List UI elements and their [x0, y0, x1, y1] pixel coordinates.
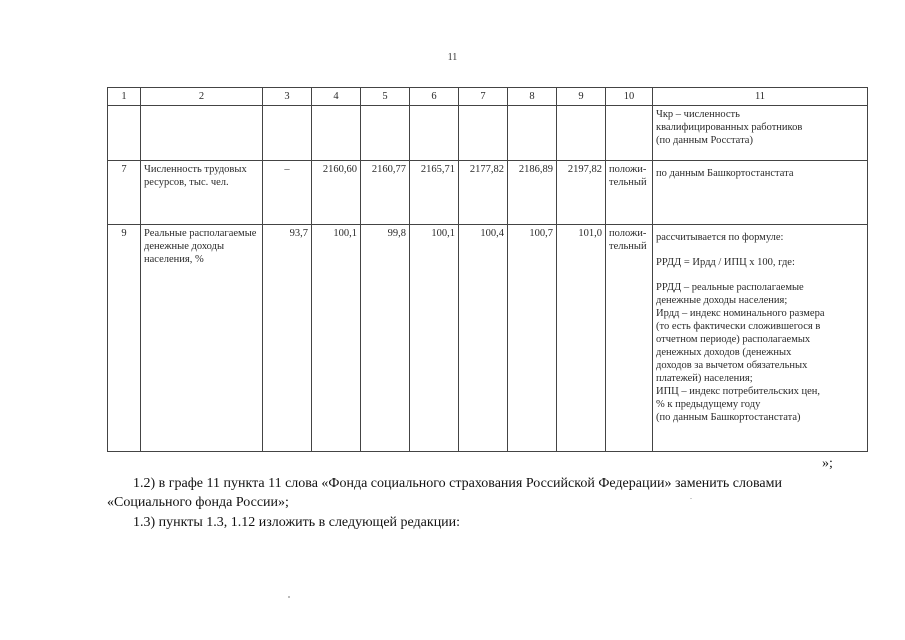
method-spacer	[656, 244, 864, 256]
method-line: (по данным Росстата)	[656, 135, 753, 146]
header-cell: 5	[361, 88, 410, 106]
page-number: 11	[447, 52, 458, 63]
value-cell: 100,4	[459, 225, 508, 452]
closing-quote-mark: »;	[822, 456, 833, 471]
method-cell: по данным Башкортостанстата	[653, 161, 868, 225]
method-line: денежные доходы населения;	[656, 295, 788, 306]
value-cell: 2186,89	[508, 161, 557, 225]
method-cell	[653, 225, 868, 452]
method-line: рассчитывается по формуле:	[656, 232, 784, 243]
table-header-row	[108, 88, 868, 106]
method-line: (по данным Башкортостанстата)	[656, 412, 801, 423]
direction-cell: положи-тельный	[606, 225, 653, 452]
row-number: 7	[108, 161, 141, 225]
method-line: доходов за вычетом обязательных	[656, 360, 808, 371]
method-line: (то есть фактически сложившегося в	[656, 321, 821, 332]
value-cell: 2165,71	[410, 161, 459, 225]
value-cell: 100,7	[508, 225, 557, 452]
table-row	[108, 106, 868, 161]
method-line: % к предыдущему году	[656, 399, 761, 410]
method-line: Чкр – численность	[656, 109, 740, 120]
header-cell: 2	[141, 88, 263, 106]
value-cell: 100,1	[312, 225, 361, 452]
method-line: РРДД – реальные располагаемые	[656, 282, 804, 293]
header-cell: 8	[508, 88, 557, 106]
header-cell: 11	[653, 88, 868, 106]
method-line: ИПЦ – индекс потребительских цен,	[656, 386, 820, 397]
header-cell: 4	[312, 88, 361, 106]
row-number: 9	[108, 225, 141, 452]
value-cell: 99,8	[361, 225, 410, 452]
header-cell: 3	[263, 88, 312, 106]
header-cell: 9	[557, 88, 606, 106]
method-line: квалифицированных работников	[656, 122, 803, 133]
base-value: 93,7	[263, 225, 312, 452]
amendment-paragraph-1-3: 1.3) пункты 1.3, 1.12 изложить в следующей редакции:	[133, 515, 461, 530]
header-cell: 6	[410, 88, 459, 106]
value-cell: 2160,60	[312, 161, 361, 225]
indicator-name: Численность трудовых ресурсов, тыс. чел.	[141, 161, 263, 225]
formula-line: РРДД = Ирдд / ИПЦ х 100, где:	[656, 257, 795, 268]
method-cell	[653, 106, 868, 161]
value-cell: 2177,82	[459, 161, 508, 225]
header-cell: 1	[108, 88, 141, 106]
value-cell: 101,0	[557, 225, 606, 452]
amendment-paragraph-1-2: 1.2) в графе 11 пункта 11 слова «Фонда социального страхования Российской Федерации» заменить словами «Социального фонда России»;	[107, 476, 782, 510]
indicators-table	[107, 87, 868, 452]
base-value: –	[263, 161, 312, 225]
scan-speck	[288, 596, 290, 598]
table-row	[108, 225, 868, 452]
method-line: отчетном периоде) располагаемых	[656, 334, 811, 345]
scan-speck	[690, 498, 692, 499]
value-cell: 2197,82	[557, 161, 606, 225]
method-line: платежей) населения;	[656, 373, 753, 384]
direction-cell: положи-тельный	[606, 161, 653, 225]
value-cell: 2160,77	[361, 161, 410, 225]
header-cell: 10	[606, 88, 653, 106]
value-cell: 100,1	[410, 225, 459, 452]
indicator-name: Реальные располагаемые денежные доходы населения, %	[141, 225, 263, 452]
table-row	[108, 161, 868, 225]
header-cell: 7	[459, 88, 508, 106]
method-spacer	[656, 269, 864, 281]
method-line: денежных доходов (денежных	[656, 347, 792, 358]
method-line: Ирдд – индекс номинального размера	[656, 308, 825, 319]
